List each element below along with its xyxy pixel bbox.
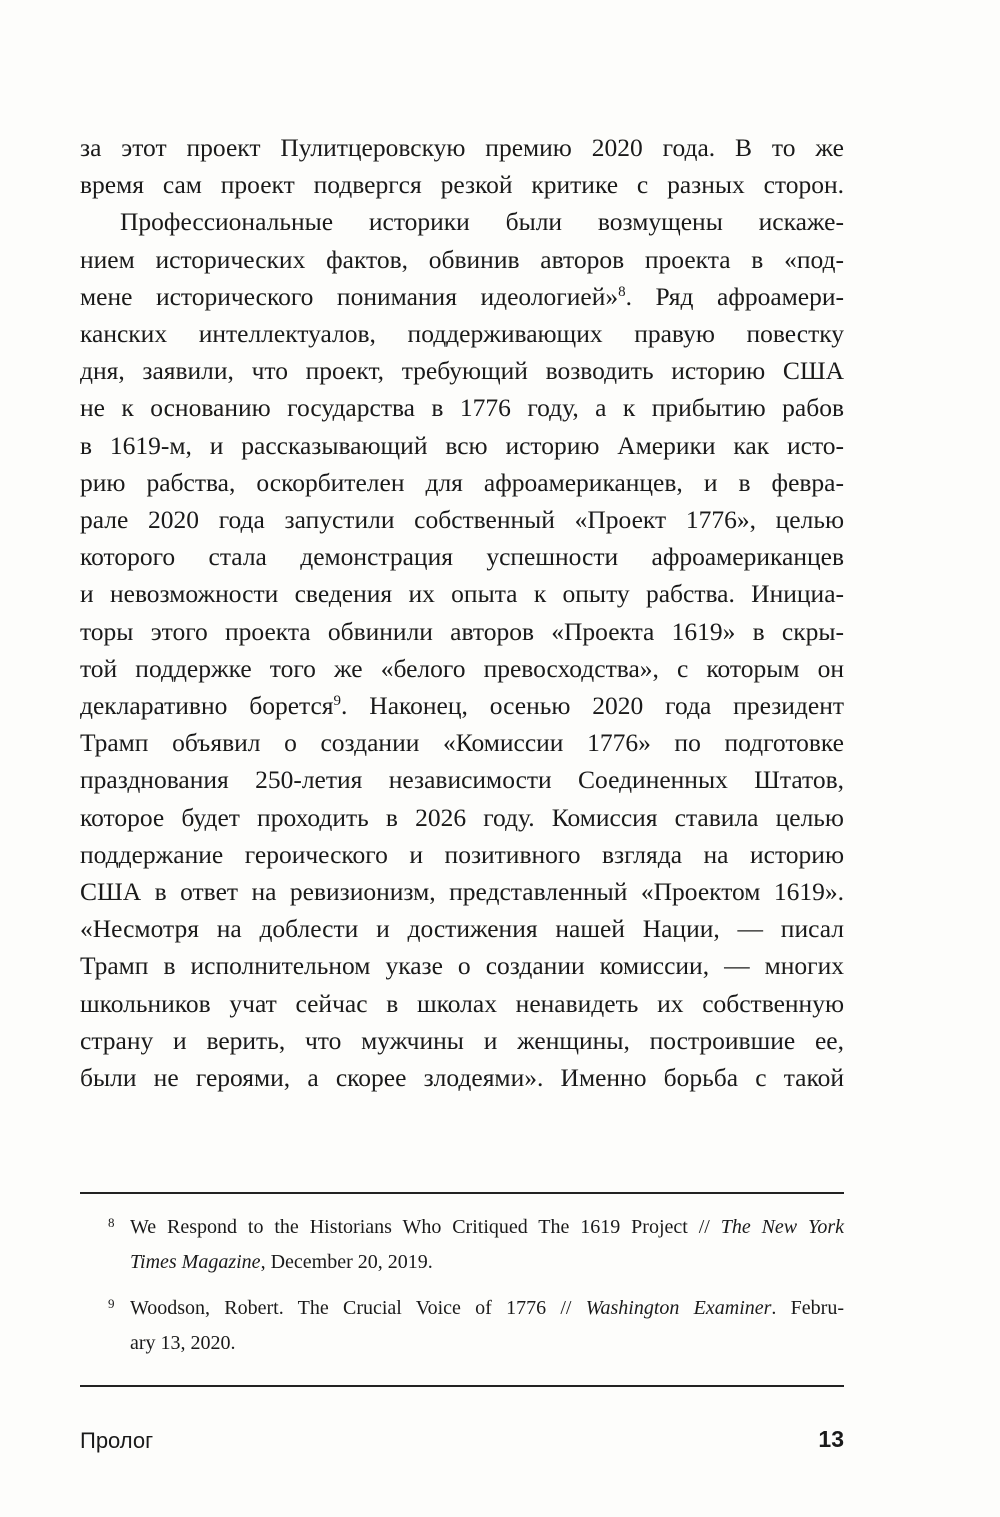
footnote-9 [80, 1291, 844, 1361]
footnote-reference[interactable]: 8 [618, 283, 626, 300]
text-line: дня, заявили, что проект, требующий возводить историю США [80, 356, 844, 386]
text-line: той поддержке того же «белого превосходства», с которым он [80, 653, 844, 683]
footnote-text: ary 13, 2020. [130, 1332, 236, 1354]
text-segment: мене исторического понимания идеологией» [80, 281, 619, 311]
text-line: рале 2020 года запустили собственный «Проект 1776», целью [80, 505, 844, 535]
text-line [80, 687, 844, 724]
text-line: были не героями, а скорее злодеями». Именно борьба с такой [80, 1063, 844, 1093]
text-line: в 1619-м, и рассказывающий всю историю Америки как исто- [80, 430, 844, 460]
text-line: празднования 250-летия независимости Соединенных Штатов, [80, 765, 844, 795]
footnote-source: The New York [720, 1216, 844, 1238]
text-line: и невозможности сведения их опыта к опыту рабства. Инициа- [80, 579, 844, 609]
text-line: страну и верить, что мужчины и женщины, построившие ее, [80, 1025, 844, 1055]
text-line: рию рабства, оскорбителен для афроамериканцев, и в февра- [80, 467, 844, 497]
running-footer-section: Пролог [80, 1428, 154, 1453]
text-line: Профессиональные историки были возмущены искаже- [120, 207, 844, 237]
footnote-number: 9 [108, 1296, 115, 1311]
text-line: Трамп в исполнительном указе о создании комиссии, — многих [80, 951, 844, 981]
text-line: США в ответ на ревизионизм, представленный «Проектом 1619». [80, 877, 844, 907]
body-text [80, 129, 844, 1096]
footnote-reference[interactable]: 9 [333, 693, 342, 710]
page-number: 13 [818, 1426, 844, 1452]
text-line [80, 278, 844, 315]
text-line: торы этого проекта обвинили авторов «Проекта 1619» в скры- [80, 616, 844, 646]
text-line: нием исторических фактов, обвинив авторов проекта в «под- [80, 244, 844, 274]
footnote-text: . Febru- [771, 1297, 844, 1319]
text-line: время сам проект подвергся резкой критике с разных сторон. [80, 170, 844, 200]
text-line: которое будет проходить в 2026 году. Комиссия ставила целью [80, 802, 844, 832]
text-segment: . Ряд афроамери- [625, 281, 844, 311]
text-line: не к основанию государства в 1776 году, а к прибытию рабов [80, 393, 844, 423]
footnote-text: Woodson, Robert. The Crucial Voice of 1776 // [130, 1297, 586, 1319]
footnote-8 [80, 1210, 844, 1280]
text-line: «Несмотря на доблести и достижения нашей Нации, — писал [80, 914, 844, 944]
text-line: школьников учат сейчас в школах ненавидеть их собственную [80, 988, 844, 1018]
footnotes [80, 1210, 844, 1372]
text-segment: декларативно борется [80, 691, 334, 721]
text-line: Трамп объявил о создании «Комиссии 1776» по подготовке [80, 728, 844, 758]
text-segment: . Наконец, осенью 2020 года президент [341, 691, 845, 721]
footnote-text: , December 20, 2019. [260, 1251, 433, 1273]
text-line: которого стала демонстрация успешности афроамериканцев [80, 542, 844, 572]
footer-divider [80, 1385, 844, 1387]
footnote-text: We Respond to the Historians Who Critiqued The 1619 Project // [130, 1216, 721, 1238]
text-line: поддержание героического и позитивного взгляда на историю [80, 839, 844, 869]
text-line: за этот проект Пулитцеровскую премию 2020 года. В то же [80, 133, 844, 162]
footnote-source: Times Magazine [130, 1251, 261, 1273]
footnote-number: 8 [108, 1215, 115, 1230]
footnote-divider [80, 1192, 844, 1194]
footnote-source: Washington Examiner [585, 1297, 772, 1319]
text-line: канских интеллектуалов, поддерживающих правую повестку [80, 319, 844, 349]
